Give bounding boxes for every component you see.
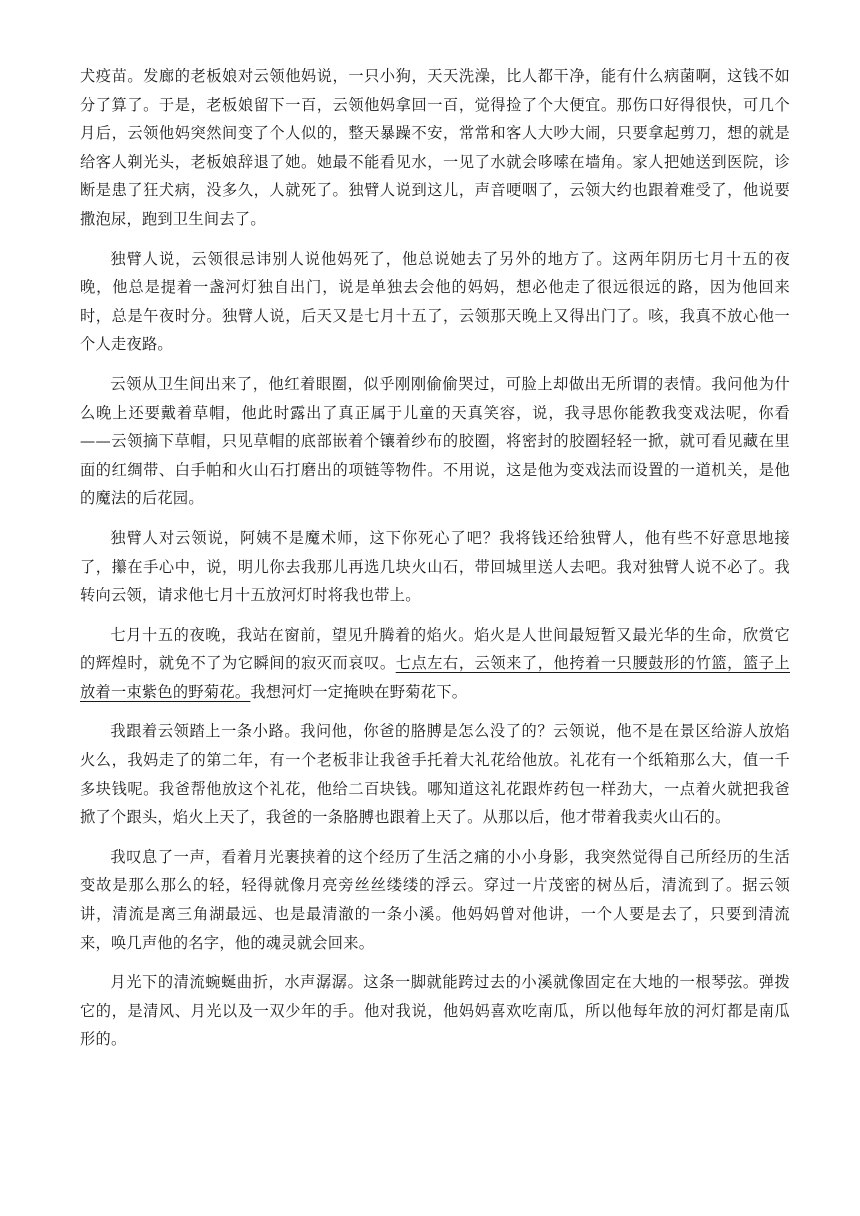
paragraph-7 <box>80 843 790 957</box>
paragraph-2 <box>80 245 790 359</box>
paragraph-text: 独臂人对云领说，阿姨不是魔术师，这下你死心了吧？我将钱还给独臂人，他有些不好意思地接了，攥在手心中，说，明儿你去我那儿再选几块火山石，带回城里送人去吧。我对独臂人说不必了。我转向云领，请求他七月十五放河灯时将我也带上。 <box>80 528 790 605</box>
paragraph-text: 犬疫苗。发廊的老板娘对云领他妈说，一只小狗，天天洗澡，比人都干净，能有什么病菌啊，这钱不如分了算了。于是，老板娘留下一百，云领他妈拿回一百，觉得捡了个大便宜。那伤口好得很快，可几个月后，云领他妈突然间变了个人似的，整天暴躁不安，常常和客人大吵大闹，只要拿起剪刀，想的就是给客人剃光头，老板娘辞退了她。她最不能看见水，一见了水就会哆嗦在墙角。家人把她送到医院，诊断是患了狂犬病，没多久，人就死了。独臂人说到这儿，声音哽咽了，云领大约也跟着难受了，他说要撒泡尿，跑到卫生间去了。 <box>80 67 790 228</box>
paragraph-3 <box>80 370 790 513</box>
paragraph-text: 月光下的清流蜿蜒曲折，水声潺潺。这条一脚就能跨过去的小溪就像固定在大地的一根琴弦。弹拨它的，是清风、月光以及一双少年的手。他对我说，他妈妈喜欢吃南瓜，所以他每年放的河灯都是南瓜形的。 <box>80 973 790 1049</box>
paragraph-text: 独臂人说，云领很忌讳别人说他妈死了，他总说她去了另外的地方了。这两年阴历七月十五的夜晚，他总是提着一盏河灯独自出门，说是单独去会他的妈妈，想必他走了很远很远的路，因为他回来时，总是午夜时分。独臂人说，后天又是七月十五了，云领那天晚上又得出门了。咳，我真不放心他一个人走夜路。 <box>80 249 790 354</box>
paragraph-text: 云领从卫生间出来了，他红着眼圈，似乎刚刚偷偷哭过，可脸上却做出无所谓的表情。我问他为什么晚上还要戴着草帽，他此时露出了真正属于儿童的天真笑容，说，我寻思你能教我变戏法呢，你看——云领摘下草帽，只见草帽的底部嵌着个镶着纱布的胶圈，将密封的胶圈轻轻一掀，就可看见藏在里面的红绸带、白手帕和火山石打磨出的项链等物件。不用说，这是他为变戏法而设置的一道机关，是他的魔法的后花园。 <box>80 374 790 508</box>
paragraph-text: 七月十五的夜晚，我站在窗前，望见升腾着的焰火。焰火是人世间最短暂又最光华的生命，欣赏它的辉煌时，就免不了为它瞬间的寂灭而哀叹。 <box>80 625 790 673</box>
paragraph-5 <box>80 621 790 707</box>
paragraph-1 <box>80 62 790 234</box>
paragraph-text: 我想河灯一定掩映在野菊花下。 <box>250 682 468 701</box>
paragraph-4 <box>80 524 790 610</box>
underlined-sentence: 七点左右，云领来了，他挎着一只腰鼓形的竹篮，篮子上放着一束紫色的野菊花。 <box>80 654 790 701</box>
document-body <box>80 62 790 1065</box>
paragraph-text: 我跟着云领踏上一条小路。我问他，你爸的胳膊是怎么没了的？云领说，他不是在景区给游人放焰火么，我妈走了的第二年，有一个老板非让我爸手托着大礼花给他放。礼花有一个纸箱那么大，值一千多块钱呢。我爸帮他放这个礼花，他给二百块钱。哪知道这礼花跟炸药包一样劲大，一点着火就把我爸掀了个跟头，焰火上天了，我爸的一条胳膊也跟着上天了。从那以后，他才带着我卖火山石的。 <box>80 722 790 827</box>
paragraph-6 <box>80 717 790 831</box>
paragraph-8 <box>80 968 790 1054</box>
paragraph-text: 我叹息了一声，看着月光裹挟着的这个经历了生活之痛的小小身影，我突然觉得自己所经历的生活变故是那么那么的轻，轻得就像月亮旁丝丝缕缕的浮云。穿过一片茂密的树丛后，清流到了。据云领讲，清流是离三角湖最远、也是最清澈的一条小溪。他妈妈曾对他讲，一个人要是去了，只要到清流来，唤几声他的名字，他的魂灵就会回来。 <box>80 847 790 952</box>
